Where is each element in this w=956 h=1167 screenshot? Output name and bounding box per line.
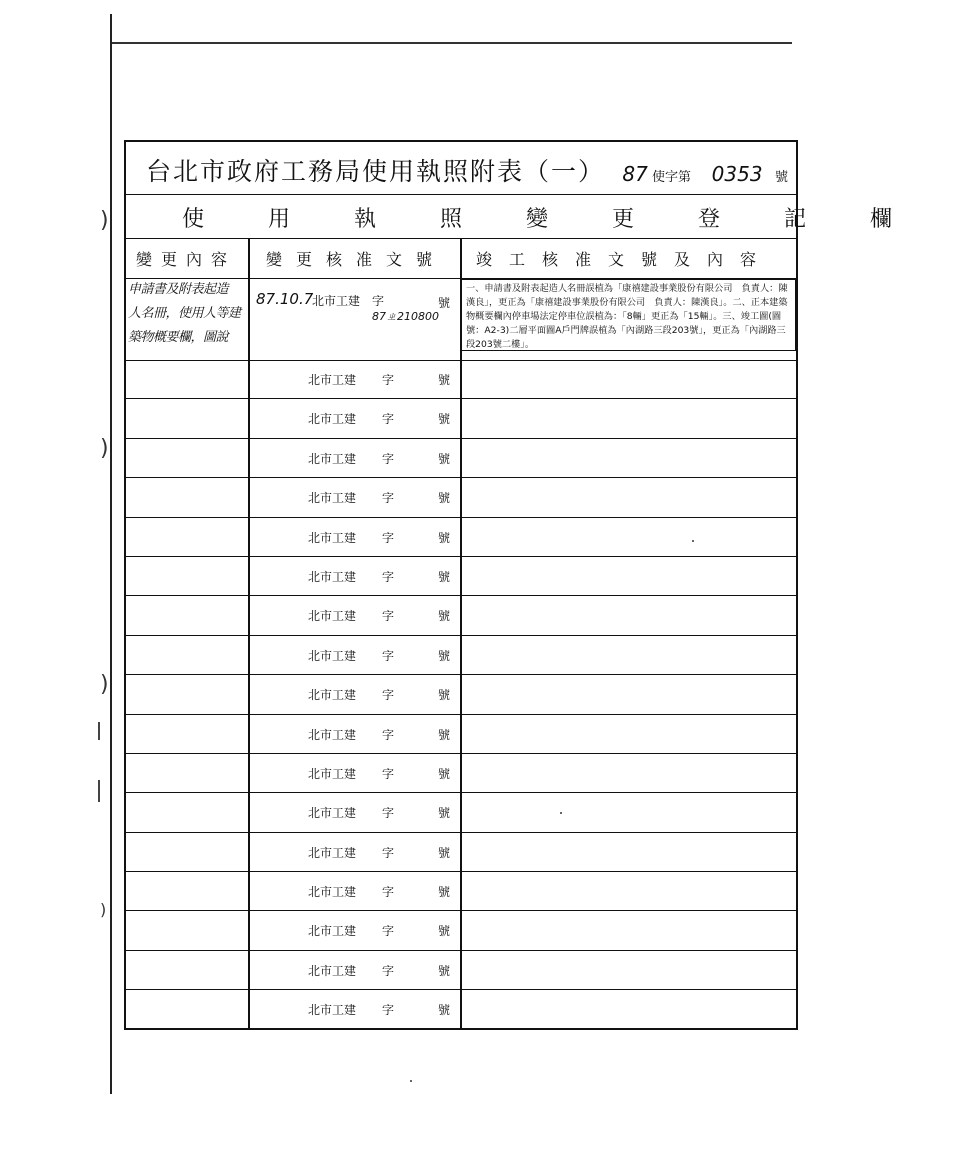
header-completion-doc: 竣工核准文號及內容 (476, 250, 774, 269)
row-zi: 字 (382, 491, 395, 506)
row-hao: 號 (438, 491, 451, 506)
entry-approval-number: 87ㄓ210800 (372, 310, 439, 323)
permit-year: 87 (622, 162, 648, 186)
edge-dash (98, 722, 100, 740)
row-zi: 字 (382, 1003, 395, 1018)
row-prefix: 北市工建 (308, 530, 357, 545)
section-title: 使用執照變更登記欄 (182, 207, 956, 232)
approval-number-placeholder (308, 529, 451, 546)
row-hao: 號 (438, 806, 451, 821)
approval-number-placeholder (308, 410, 451, 427)
row-hao: 號 (438, 1003, 451, 1018)
row-prefix: 北市工建 (308, 569, 357, 584)
row-hao: 號 (438, 766, 451, 781)
punch-hole-mark: ) (100, 436, 109, 461)
approval-number-placeholder (308, 647, 451, 664)
entry-date: 87.10.7 (256, 290, 314, 308)
row-hao: 號 (438, 412, 451, 427)
row-hao: 號 (438, 845, 451, 860)
row-prefix: 北市工建 (308, 451, 357, 466)
section-row (126, 194, 956, 239)
row-hao: 號 (438, 963, 451, 978)
row-zi: 字 (382, 806, 395, 821)
row-zi: 字 (382, 451, 395, 466)
row-prefix: 北市工建 (308, 924, 357, 939)
approval-number-placeholder (308, 1001, 451, 1018)
completion-stamp-text: 一、申請書及附表起造人名冊誤植為「康禧建設事業股份有限公司 負責人：陳漢良」，更正為「康禧建設事業股份有限公司 負責人：陳漢良」。二、正本建築物概要欄內停車場法定停車位誤植為：「8輛」更正為「15輛」。三、竣工圖(圖號：A2-3)二層平面圖A戶門牌誤植為「內湖路三段203號」，更正為「內湖路三段203號二樓」。 (460, 279, 796, 351)
binding-top-line (112, 42, 792, 44)
row-prefix: 北市工建 (308, 609, 357, 624)
entry-content-line: 築物概要欄，圖說 (128, 330, 229, 345)
row-prefix: 北市工建 (308, 963, 357, 978)
row-prefix: 北市工建 (308, 412, 357, 427)
row-zi: 字 (382, 885, 395, 900)
row-zi: 字 (382, 569, 395, 584)
row-zi: 字 (382, 688, 395, 703)
row-prefix: 北市工建 (308, 688, 357, 703)
binding-line (110, 14, 112, 1094)
punch-hole-mark: ) (100, 900, 107, 919)
approval-number-placeholder (308, 765, 451, 782)
row-hao: 號 (438, 727, 451, 742)
row-prefix: 北市工建 (308, 885, 357, 900)
approval-number-placeholder (308, 489, 451, 506)
approval-number-placeholder (308, 883, 451, 900)
row-hao: 號 (438, 885, 451, 900)
row-prefix: 北市工建 (308, 845, 357, 860)
punch-hole-mark: ) (100, 208, 109, 233)
approval-number-placeholder (308, 686, 451, 703)
approval-number-placeholder (308, 726, 451, 743)
punch-hole-mark: ) (100, 672, 109, 697)
row-prefix: 北市工建 (308, 806, 357, 821)
row-hao: 號 (438, 373, 451, 387)
row-hao: 號 (438, 530, 451, 545)
entry-approval-suffix: 號 (438, 296, 451, 310)
row-zi: 字 (382, 373, 395, 387)
scan-speck (410, 1080, 412, 1082)
row-prefix: 北市工建 (308, 491, 357, 506)
column-divider (248, 238, 250, 1028)
row-prefix: 北市工建 (308, 373, 357, 387)
approval-number-placeholder (308, 962, 451, 979)
approval-number-placeholder (308, 450, 451, 467)
edge-dash (98, 780, 100, 802)
column-divider (460, 238, 462, 1028)
approval-number-placeholder (308, 607, 451, 624)
row-hao: 號 (438, 569, 451, 584)
scan-speck (692, 540, 694, 542)
approval-number-placeholder (308, 844, 451, 861)
permit-serial: 0353 (711, 162, 763, 186)
approval-number-placeholder (308, 922, 451, 939)
row-zi: 字 (382, 530, 395, 545)
row-prefix: 北市工建 (308, 766, 357, 781)
row-zi: 字 (382, 727, 395, 742)
row-hao: 號 (438, 924, 451, 939)
title-row (126, 142, 796, 195)
row-zi: 字 (382, 648, 395, 663)
row-zi: 字 (382, 963, 395, 978)
permit-suffix: 號 (774, 170, 788, 185)
entry-content-line: 申請書及附表起造 (128, 282, 229, 297)
row-hao: 號 (438, 688, 451, 703)
row-prefix: 北市工建 (308, 648, 357, 663)
row-zi: 字 (382, 766, 395, 781)
form-title: 台北市政府工務局使用執照附表（一） (146, 157, 606, 186)
entry-change-content (128, 278, 248, 350)
row-prefix: 北市工建 (308, 727, 357, 742)
permit-number (622, 162, 788, 186)
row-zi: 字 (382, 412, 395, 427)
row-hao: 號 (438, 451, 451, 466)
scan-speck (560, 812, 562, 814)
approval-number-placeholder (308, 804, 451, 821)
entry-content-line: 人名冊，使用人等建 (128, 306, 241, 321)
header-change-content: 變更內容 (136, 250, 237, 269)
entry-approval-prefix: 北市工建 字 (312, 294, 385, 308)
row-zi: 字 (382, 609, 395, 624)
row-zi: 字 (382, 924, 395, 939)
row-hao: 號 (438, 648, 451, 663)
permit-type: 使字第 (651, 170, 691, 185)
row-prefix: 北市工建 (308, 1003, 357, 1018)
row-hao: 號 (438, 609, 451, 624)
approval-number-placeholder (308, 568, 451, 585)
row-zi: 字 (382, 845, 395, 860)
permit-attachment-form (124, 140, 956, 1030)
approval-number-placeholder (308, 371, 451, 388)
header-approval-doc: 變更核准文號 (266, 250, 447, 269)
